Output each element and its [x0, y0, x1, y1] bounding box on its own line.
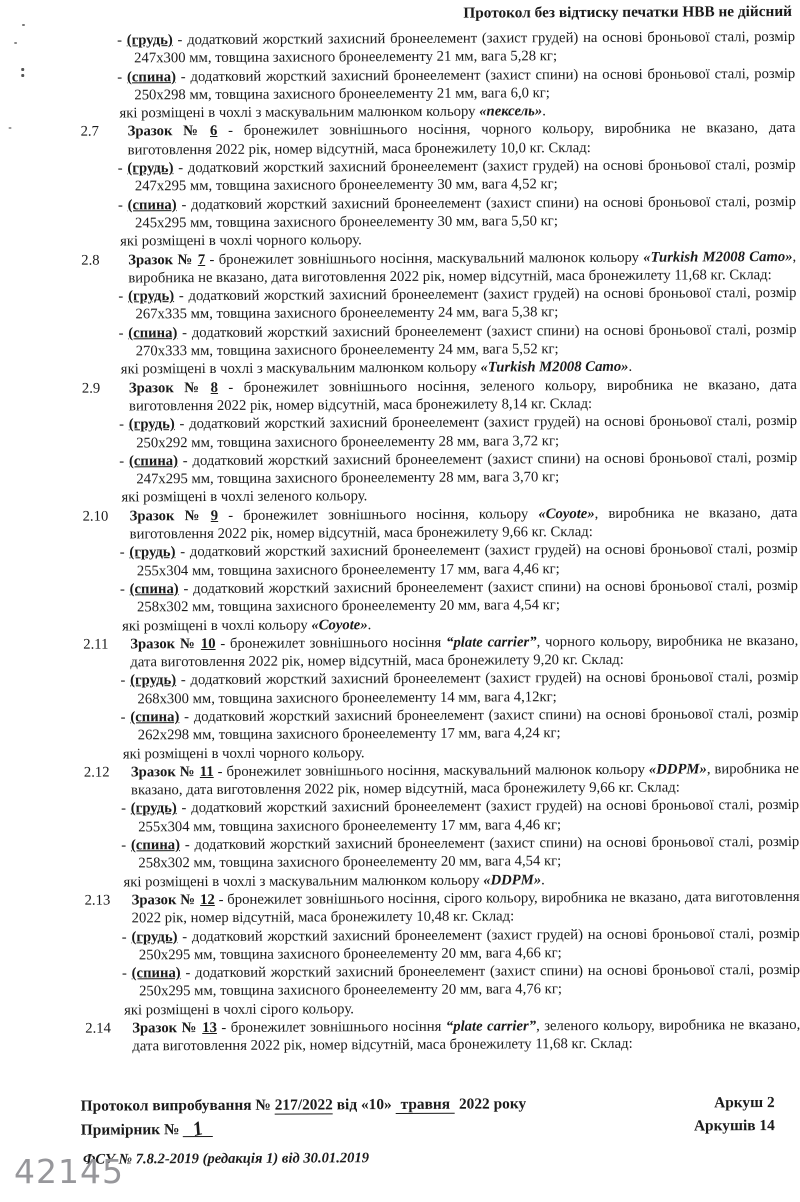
bullet-label: (грудь): [127, 32, 173, 48]
sample-number: 13: [202, 1020, 217, 1036]
cover-text: які розміщені в чохлі чорного кольору.: [120, 232, 362, 249]
bullet-label: (грудь): [128, 288, 174, 304]
section-number: 2.9: [82, 379, 100, 397]
footer-right: [694, 1091, 775, 1138]
heading-color-name: “plate carrier”: [446, 634, 537, 650]
section-number: 2.7: [80, 123, 98, 141]
section-number: 2.12: [84, 763, 110, 781]
bullet-label: (грудь): [131, 929, 177, 945]
scan-speck: [14, 42, 17, 44]
bullet-chest: [121, 796, 799, 836]
bullet-back: [119, 321, 797, 361]
copy-line: [81, 1115, 527, 1141]
bullet-label: (спина): [131, 837, 180, 853]
bullet-chest: [117, 28, 795, 68]
bullet-back: [119, 449, 797, 489]
heading-text: - бронежилет зовнішнього носіння: [217, 1019, 446, 1036]
sample-section-2-14: [122, 1016, 800, 1056]
cover-text: які розміщені в чохлі сірого кольору.: [124, 1001, 354, 1018]
bullet-dash: -: [121, 709, 131, 725]
cover-period: .: [542, 103, 546, 119]
heading-text: , виробника не вказано, дата виготовлення 2022 рік, номер відсутній, маса бронежилету 11,68 кг. Склад:: [128, 248, 796, 286]
bullet-text: додатковий жорсткий захисний бронеелемент (захист грудей) на основі броньової сталі, розмір 247х295 мм, товщина захисного бронеелементу 30 мм, вага 4,52 кг;: [135, 157, 796, 195]
bullet-dash: -: [117, 32, 127, 48]
bullet-sep: -: [179, 581, 194, 597]
protocol-footer: [81, 1091, 775, 1142]
bullet-back: [117, 65, 795, 105]
bullet-back: [121, 833, 799, 873]
protocol-text: Протокол випробування №: [81, 1097, 275, 1115]
sample-number: 6: [210, 123, 217, 139]
bullet-text: додатковий жорсткий захисний бронеелемент (захист грудей) на основі броньової сталі, розмір 268х300 мм, товщина захисного бронеелементу 14 мм, вага 4,12кг;: [137, 669, 798, 707]
heading-color-name: “plate carrier”: [446, 1018, 536, 1034]
form-reference: ФСУ № 7.8.2-2019 (редакція 1) від 30.01.2019: [83, 1150, 369, 1168]
bullet-label: (грудь): [129, 544, 175, 560]
bullet-chest: [118, 156, 796, 196]
bullet-sep: -: [173, 160, 187, 176]
bullet-dash: -: [121, 837, 131, 853]
sample-label: Зразок №: [130, 508, 206, 524]
bullet-sep: -: [175, 416, 189, 432]
bullet-sep: -: [176, 69, 191, 85]
scan-speck: [9, 127, 12, 129]
sample-label: Зразок №: [129, 380, 206, 396]
cover-color-name: «пексель»: [479, 103, 542, 119]
protocol-text: від «10»: [333, 1096, 396, 1113]
heading-text: - бронежилет зовнішнього носіння: [215, 635, 446, 652]
bullet-dash: -: [120, 545, 130, 561]
sample-section-2-13: [122, 888, 800, 1020]
sample-label: Зразок №: [131, 764, 195, 780]
bullet-label: (спина): [127, 69, 176, 85]
cover-text: які розміщені в чохлі зеленого кольору.: [121, 489, 367, 506]
bullet-text: додатковий жорсткий захисний бронеелемент (захист спини) на основі броньової сталі, розмір 245х295 мм, товщина захисного бронеелементу 30 мм, вага 5,50 кг;: [135, 194, 796, 232]
bullet-label: (грудь): [131, 801, 177, 817]
cover-text: які розміщені в чохлі чорного кольору.: [123, 745, 365, 762]
bullet-sep: -: [178, 453, 193, 469]
sample-label: Зразок №: [128, 252, 193, 268]
bullet-sep: -: [175, 544, 189, 560]
cover-text: які розміщені в чохлі з маскувальним малюнком кольору: [123, 872, 483, 890]
protocol-number: 217/2022: [275, 1096, 333, 1114]
heading-color-name: «DDPM»: [649, 761, 707, 777]
bullet-back: [118, 193, 796, 233]
bullet-text: додатковий жорсткий захисний бронеелемент (захист спини) на основі броньової сталі, розмір 250х298 мм, товщина захисного бронеелементу 21 мм, вага 6,0 кг;: [134, 66, 795, 104]
sample-heading: [120, 504, 798, 544]
bullet-dash: -: [118, 197, 128, 213]
heading-text: , виробника не вказано, дата виготовлення 2022 рік, номер відсутній, маса бронежилету 9,66 кг. Склад:: [130, 505, 798, 543]
sample-heading: [122, 888, 800, 928]
bullet-sep: -: [177, 325, 192, 341]
bullet-text: додатковий жорсткий захисний бронеелемент (захист грудей) на основі броньової сталі, розмір 247х300 мм, товщина захисного бронеелементу 21 мм, вага 5,28 кг;: [134, 29, 795, 67]
bullet-sep: -: [177, 801, 191, 817]
bullet-dash: -: [118, 289, 128, 305]
bullet-chest: [122, 924, 800, 964]
handwritten-digit: 1: [191, 1117, 206, 1142]
bullet-text: додатковий жорсткий захисний бронеелемент (захист спини) на основі броньової сталі, розмір 258х302 мм, товщина захисного бронеелементу 20 мм, вага 4,54 кг;: [137, 578, 798, 616]
sample-heading: [118, 247, 796, 287]
bullet-label: (грудь): [127, 160, 173, 176]
bullet-dash: -: [120, 581, 130, 597]
bullet-dash: -: [119, 417, 129, 433]
scan-number: 42145: [14, 1152, 124, 1191]
bullet-sep: -: [176, 672, 190, 688]
section-number: 2.13: [85, 891, 111, 909]
footer-left: [81, 1092, 527, 1141]
bullet-back: [121, 705, 799, 745]
bullet-dash: -: [119, 325, 129, 341]
heading-color-name: «Turkish M2008 Camo»: [643, 249, 792, 266]
sample-section-2-11: [120, 632, 799, 764]
cover-text: які розміщені в чохлі кольору: [122, 617, 311, 634]
bullet-sep: -: [177, 929, 191, 945]
bullet-text: додатковий жорсткий захисний бронеелемент (захист грудей) на основі броньової сталі, розмір 250х292 мм, товщина захисного бронеелементу 28 мм, вага 3,72 кг;: [136, 413, 797, 451]
cover-color-name: «Turkish M2008 Camo»: [480, 359, 628, 376]
heading-text: - бронежилет зовнішнього носіння, маскувальний малюнок кольору: [214, 762, 649, 780]
bullet-chest: [120, 668, 798, 708]
section-number: 2.10: [83, 507, 109, 525]
bullet-label: (грудь): [129, 416, 175, 432]
scan-speck: [21, 68, 24, 71]
bullet-dash: -: [120, 673, 130, 689]
bullet-dash: -: [122, 929, 132, 945]
sample-number: 9: [211, 508, 218, 524]
bullet-label: (спина): [130, 581, 179, 597]
sample-number: 11: [200, 764, 214, 780]
bullet-label: (спина): [128, 197, 177, 213]
sample-section-2-9: [119, 376, 798, 508]
bullet-text: додатковий жорсткий захисний бронеелемент (захист спини) на основі броньової сталі, розмір 258х302 мм, товщина захисного бронеелементу 20 мм, вага 4,54 кг;: [138, 834, 799, 872]
bullet-dash: -: [122, 966, 132, 982]
bullet-text: додатковий жорсткий захисний бронеелемент (захист спини) на основі броньової сталі, розмір 270х333 мм, товщина захисного бронеелементу 24 мм, вага 5,52 кг;: [136, 322, 797, 360]
sample-heading: [119, 376, 797, 416]
section-number: 2.11: [83, 635, 108, 653]
sample-label: Зразок №: [132, 1020, 197, 1036]
sample-heading: [120, 632, 798, 672]
protocol-line: [81, 1092, 527, 1117]
bullet-label: (спина): [130, 709, 179, 725]
heading-text: - бронежилет зовнішнього носіння, кольору: [218, 506, 538, 524]
bullet-chest: [118, 284, 796, 324]
sample-section-2-10: [120, 504, 799, 636]
section-number: 2.14: [85, 1020, 111, 1038]
sample-heading: [121, 760, 799, 800]
cover-text: які розміщені в чохлі з маскувальним малюнком кольору: [119, 104, 479, 122]
validity-notice: Протокол без відтиску печатки НВВ не дійсний: [463, 3, 792, 23]
protocol-text: 2022 року: [455, 1095, 526, 1112]
bullet-label: (спина): [132, 965, 181, 981]
bullet-sep: -: [179, 709, 194, 725]
cover-text: які розміщені в чохлі з маскувальним малюнком кольору: [121, 360, 481, 378]
bullet-dash: -: [118, 160, 128, 176]
sample-heading: [117, 119, 795, 159]
sample-number: 12: [200, 892, 215, 908]
bullet-chest: [120, 540, 798, 580]
bullet-sep: -: [173, 32, 187, 48]
heading-text: , чорного кольору, виробника не вказано, дата виготовлення 2022 рік, номер відсутній, маса бронежилету 9,20 кг. Склад:: [130, 633, 798, 671]
scan-speck: [22, 24, 25, 26]
cover-color-name: «Coyote»: [311, 617, 367, 633]
bullet-dash: -: [119, 453, 129, 469]
bullet-label: (спина): [128, 325, 177, 341]
bullet-text: додатковий жорсткий захисний бронеелемент (захист грудей) на основі броньової сталі, розмір 255х304 мм, товщина захисного бронеелементу 17 мм, вага 4,46 кг;: [138, 797, 799, 835]
sample-number: 7: [198, 252, 205, 268]
sample-section-2-12: [121, 760, 800, 892]
sample-number: 8: [211, 380, 218, 396]
bullet-text: додатковий жорсткий захисний бронеелемент (захист спини) на основі броньової сталі, розмір 262х298 мм, товщина захисного бронеелементу 17 мм, вага 4,24 кг;: [138, 706, 799, 744]
sample-section-2-8: [118, 247, 797, 379]
bullet-back: [122, 961, 800, 1001]
bullet-dash: -: [121, 801, 131, 817]
heading-text: - бронежилет зовнішнього носіння, зеленого кольору, виробника не вказано, дата виготовлення 2022 рік, номер відсутній, маса бронежилету 8,14 кг. Склад:: [129, 377, 797, 415]
handwritten-copy-number: [183, 1117, 213, 1137]
bullet-sep: -: [181, 965, 196, 981]
section-number: 2.8: [81, 251, 99, 269]
heading-text: - бронежилет зовнішнього носіння, чорного кольору, виробника не вказано, дата виготовлення 2022 рік, номер відсутній, маса бронежилету 10,0 кг. Склад:: [128, 120, 796, 158]
bullet-sep: -: [177, 197, 192, 213]
sheet-number: Аркуш 2: [694, 1091, 775, 1114]
sample-label: Зразок №: [132, 892, 196, 908]
cover-color-name: «DDPM»: [483, 872, 541, 888]
heading-text: , виробника не вказано, дата виготовлення 2022 рік, номер відсутній, маса бронежилету 9,66 кг. Склад:: [131, 761, 799, 799]
bullet-dash: -: [117, 69, 127, 85]
cover-period: .: [628, 359, 632, 375]
bullet-chest: [119, 412, 797, 452]
bullet-text: додатковий жорсткий захисний бронеелемент (захист грудей) на основі броньової сталі, розмір 250х295 мм, товщина захисного бронеелементу 20 мм, вага 4,66 кг;: [139, 925, 800, 963]
cover-period: .: [541, 872, 545, 888]
sample-section-2-7: [117, 119, 796, 251]
bullet-label: (спина): [129, 453, 178, 469]
bullet-back: [120, 577, 798, 617]
sample-number: 10: [201, 636, 216, 652]
heading-color-name: «Coyote»: [538, 506, 594, 522]
heading-text: , зеленого кольору, виробника не вказано, дата виготовлення 2022 рік, номер відсутній, маса бронежилету 11,68 кг. Склад:: [132, 1017, 800, 1055]
bullet-text: додатковий жорсткий захисний бронеелемент (захист грудей) на основі броньової сталі, розмір 255х304 мм, товщина захисного бронеелементу 17 мм, вага 4,46 кг;: [137, 541, 798, 579]
heading-text: - бронежилет зовнішнього носіння, маскувальний малюнок кольору: [205, 249, 643, 267]
bullet-text: додатковий жорсткий захисний бронеелемент (захист спини) на основі броньової сталі, розмір 247х295 мм, товщина захисного бронеелементу 28 мм, вага 3,70 кг;: [136, 450, 797, 488]
bullet-sep: -: [180, 837, 195, 853]
bullet-text: додатковий жорсткий захисний бронеелемент (захист грудей) на основі броньової сталі, розмір 267х335 мм, товщина захисного бронеелементу 24 мм, вага 5,38 кг;: [135, 285, 796, 323]
sheets-total: Аркушів 14: [694, 1114, 775, 1137]
bullet-label: (грудь): [130, 673, 176, 689]
copy-label: Примірник №: [81, 1121, 184, 1139]
cover-period: .: [368, 617, 372, 633]
heading-text: - бронежилет зовнішнього носіння, сірого кольору, виробника не вказано, дата виготовлення 2022 рік, номер відсутній, маса бронежилету 10,48 кг. Склад:: [132, 889, 800, 927]
sample-heading: [122, 1016, 800, 1056]
sample-label: Зразок №: [130, 636, 196, 652]
bullet-text: додатковий жорсткий захисний бронеелемент (захист спини) на основі броньової сталі, розмір 250х295 мм, товщина захисного бронеелементу 20 мм, вага 4,76 кг;: [139, 962, 800, 1000]
item-continuation: [117, 28, 795, 123]
document-body: [117, 28, 800, 1056]
bullet-sep: -: [174, 288, 188, 304]
protocol-month: травня: [396, 1096, 456, 1114]
sample-label: Зразок №: [128, 123, 206, 139]
